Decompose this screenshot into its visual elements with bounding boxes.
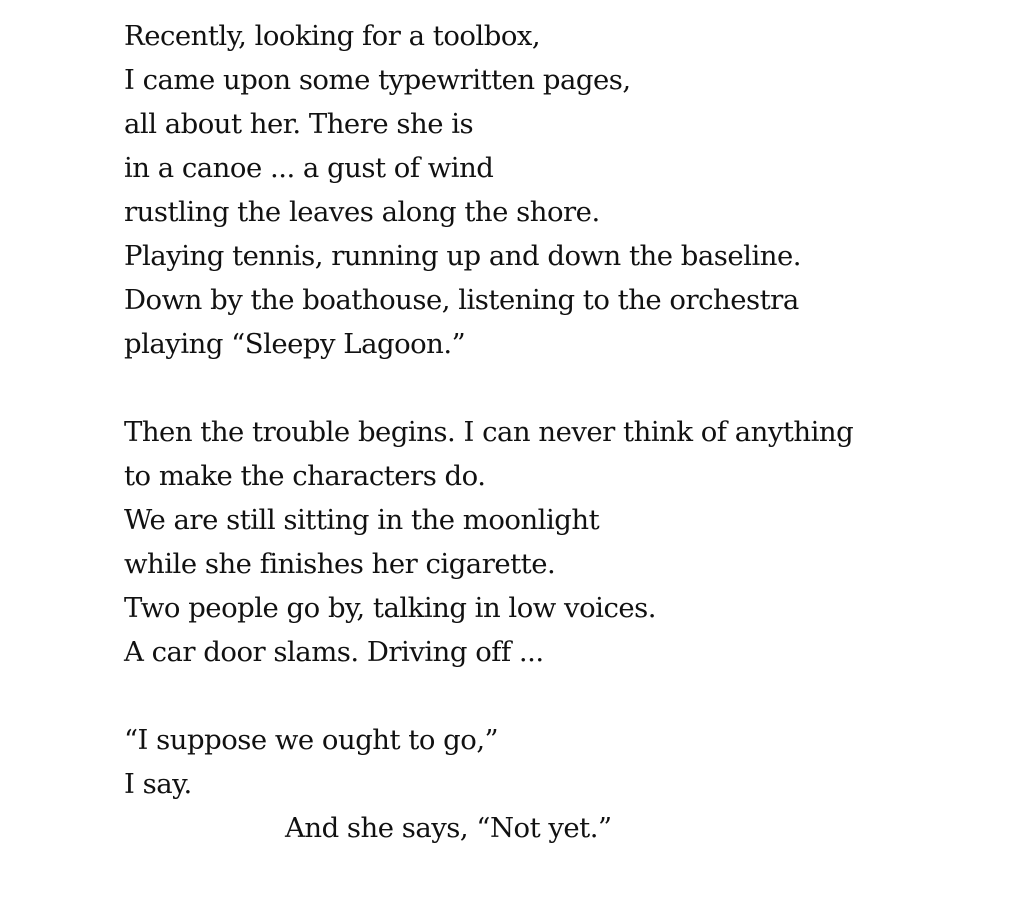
poem-line: Then the trouble begins. I can never think of anything	[124, 416, 854, 448]
poem-line: all about her. There she is	[124, 108, 474, 140]
poem-line: We are still sitting in the moonlight	[124, 504, 600, 536]
poem-line: Recently, looking for a toolbox,	[124, 20, 541, 52]
poem-line: A car door slams. Driving off ...	[124, 636, 544, 668]
poem-line: I came upon some typewritten pages,	[124, 64, 631, 96]
poem-line: I say.	[124, 768, 192, 800]
poem-line: Two people go by, talking in low voices.	[124, 592, 656, 624]
poem-line: in a canoe ... a gust of wind	[124, 152, 494, 184]
poem-line: “I suppose we ought to go,”	[124, 724, 499, 756]
poem-line-indented: And she says, “Not yet.”	[285, 812, 612, 844]
stanza-3	[124, 718, 984, 850]
stanza-1	[124, 14, 984, 366]
poem-line: while she finishes her cigarette.	[124, 548, 556, 580]
poem-line: Down by the boathouse, listening to the orchestra	[124, 284, 799, 316]
stanza-2	[124, 410, 984, 674]
poem-line: Playing tennis, running up and down the baseline.	[124, 240, 801, 272]
poem-line: to make the characters do.	[124, 460, 486, 492]
poem-line: rustling the leaves along the shore.	[124, 196, 600, 228]
poem-text	[124, 14, 984, 850]
poem-line: playing “Sleepy Lagoon.”	[124, 328, 466, 360]
